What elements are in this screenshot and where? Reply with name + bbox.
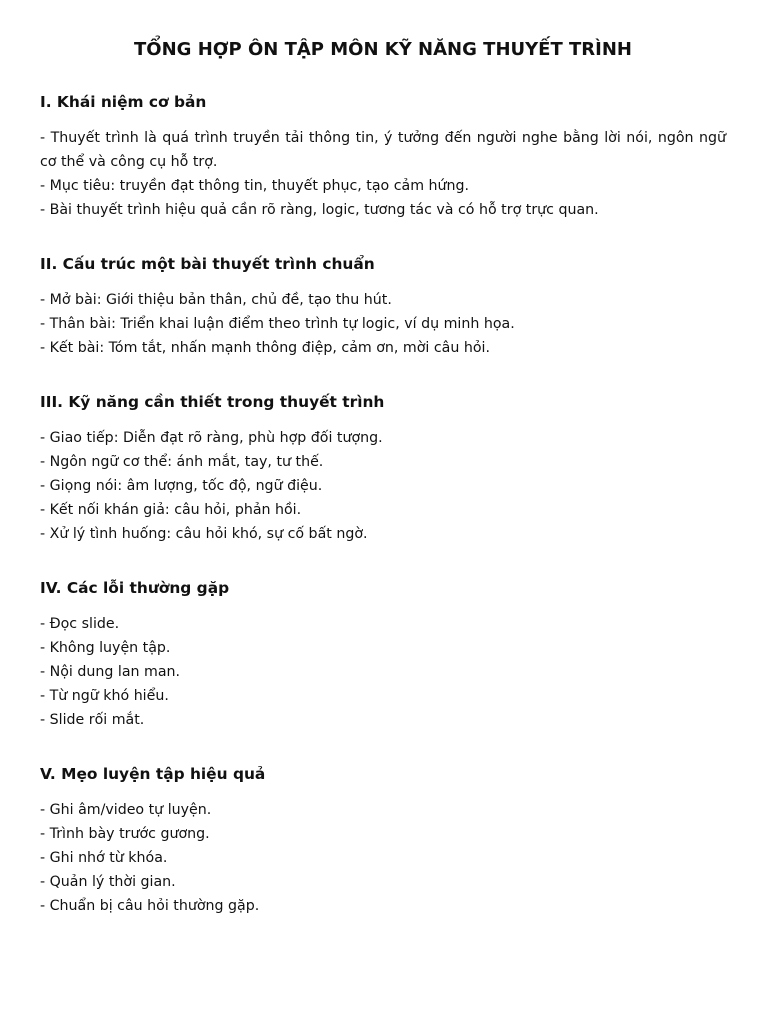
- list-item: - Quản lý thời gian.: [40, 874, 176, 890]
- section-practice-tips: [40, 762, 726, 918]
- list-item: - Giao tiếp: Diễn đạt rõ ràng, phù hợp đối tượng.: [40, 430, 383, 446]
- list-item: - Thuyết trình là quá trình truyền tải thông tin, ý tưởng đến người nghe bằng lời nói, ngôn ngữ cơ thể và công cụ hỗ trợ.: [40, 130, 726, 170]
- list-item: - Từ ngữ khó hiểu.: [40, 688, 169, 704]
- section-heading-practice-tips: V. Mẹo luyện tập hiệu quả: [40, 765, 266, 783]
- section-common-mistakes: [40, 576, 726, 732]
- section-heading-skills: III. Kỹ năng cần thiết trong thuyết trình: [40, 393, 385, 411]
- list-item: - Mục tiêu: truyền đạt thông tin, thuyết phục, tạo cảm hứng.: [40, 178, 470, 194]
- list-item: - Chuẩn bị câu hỏi thường gặp.: [40, 898, 260, 914]
- list-item: - Thân bài: Triển khai luận điểm theo trình tự logic, ví dụ minh họa.: [40, 316, 515, 332]
- document-title: TỔNG HỢP ÔN TẬP MÔN KỸ NĂNG THUYẾT TRÌNH: [134, 39, 632, 60]
- list-item: - Kết nối khán giả: câu hỏi, phản hồi.: [40, 502, 302, 518]
- list-item: - Slide rối mắt.: [40, 712, 145, 728]
- list-item: - Giọng nói: âm lượng, tốc độ, ngữ điệu.: [40, 478, 323, 494]
- list-item: - Mở bài: Giới thiệu bản thân, chủ đề, tạo thu hút.: [40, 292, 392, 308]
- section-skills: [40, 390, 726, 546]
- list-item: - Không luyện tập.: [40, 640, 171, 656]
- list-item: - Nội dung lan man.: [40, 664, 181, 680]
- section-basic-concepts: [40, 90, 726, 222]
- list-item: - Kết bài: Tóm tắt, nhấn mạnh thông điệp, cảm ơn, mời câu hỏi.: [40, 340, 490, 356]
- section-heading-basic-concepts: I. Khái niệm cơ bản: [40, 93, 207, 111]
- list-item: - Xử lý tình huống: câu hỏi khó, sự cố bất ngờ.: [40, 526, 368, 542]
- list-item: - Ngôn ngữ cơ thể: ánh mắt, tay, tư thế.: [40, 454, 324, 470]
- list-item: - Trình bày trước gương.: [40, 826, 210, 842]
- section-heading-common-mistakes: IV. Các lỗi thường gặp: [40, 579, 230, 597]
- list-item: - Bài thuyết trình hiệu quả cần rõ ràng, logic, tương tác và có hỗ trợ trực quan.: [40, 202, 599, 218]
- section-heading-structure: II. Cấu trúc một bài thuyết trình chuẩn: [40, 255, 375, 273]
- list-item: - Đọc slide.: [40, 616, 120, 632]
- section-structure: [40, 252, 726, 360]
- list-item: - Ghi âm/video tự luyện.: [40, 802, 212, 818]
- list-item: - Ghi nhớ từ khóa.: [40, 850, 168, 866]
